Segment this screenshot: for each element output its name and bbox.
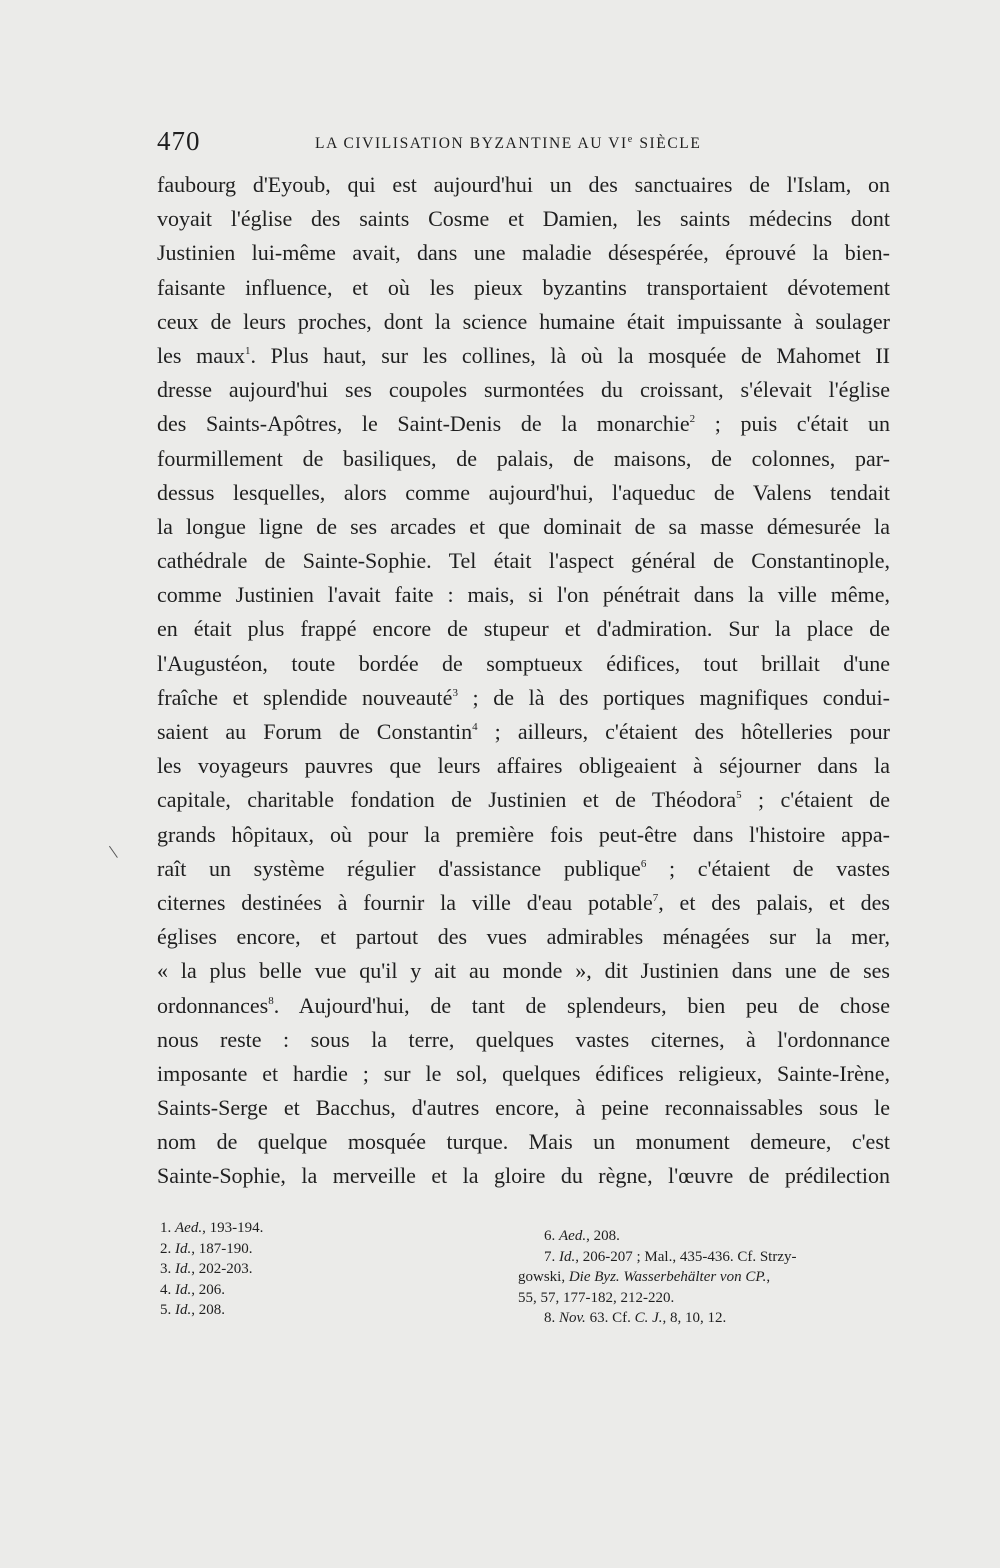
text-line: saient au Forum de Constantin$^4$ ; ailleurs, c'étaient des hôtelleries pour xyxy=(157,719,890,744)
text-line: imposante et hardie ; sur le sol, quelques édifices religieux, Sainte-Irène, xyxy=(157,1060,890,1086)
margin-mark xyxy=(109,840,126,858)
text-line: ceux de leurs proches, dont la science humaine était impuissante à soulager xyxy=(157,308,890,334)
body-text xyxy=(157,168,890,1194)
footnote-ref: 8 xyxy=(268,994,274,1007)
text-line: églises encore, et partout des vues admirables ménagées sur la mer, xyxy=(157,924,890,950)
text-line: fraîche et splendide nouveauté$^3$ ; de là des portiques magnifiques condui- xyxy=(157,684,890,710)
text-line: cathédrale de Sainte-Sophie. Tel était l'aspect général de Constantinople, xyxy=(157,548,890,574)
text-line: ordonnances$^8$. Aujourd'hui, de tant de splendeurs, bien peu de chose xyxy=(157,992,890,1018)
page-number: 470 xyxy=(157,126,201,156)
page-header xyxy=(157,126,890,162)
footnote: 5. Id., 208. xyxy=(160,1302,225,1318)
footnote: 4. Id., 206. xyxy=(160,1281,225,1298)
text-line: dresse aujourd'hui ses coupoles surmontées du croissant, s'élevait l'église xyxy=(157,377,890,403)
text-line: les voyageurs pauvres que leurs affaires obligeaient à séjourner dans la xyxy=(157,753,890,779)
text-line: faubourg d'Eyoub, qui est aujourd'hui un des sanctuaires de l'Islam, on xyxy=(157,172,890,197)
text-line: l'Augustéon, toute bordée de somptueux édifices, tout brillait d'une xyxy=(157,650,890,676)
text-line: Sainte-Sophie, la merveille et la gloire du règne, l'œuvre de prédilection xyxy=(157,1163,890,1189)
text-line: dessus lesquelles, alors comme aujourd'hui, l'aqueduc de Valens tendait xyxy=(157,479,890,505)
text-line: fourmillement de basiliques, de palais, de maisons, de colonnes, par- xyxy=(157,445,890,471)
text-line: les maux$^1$. Plus haut, sur les collines, là où la mosquée de Mahomet II xyxy=(157,342,890,368)
text-line: capitale, charitable fondation de Justinien et de Théodora$^5$ ; c'étaient de xyxy=(157,787,890,813)
footnote: 7. Id., 206-207 ; Mal., 435-436. Cf. Strzy- xyxy=(544,1248,797,1265)
text-line: des Saints-Apôtres, le Saint-Denis de la monarchie$^2$ ; puis c'était un xyxy=(157,411,890,437)
text-line: citernes destinées à fournir la ville d'eau potable$^7$, et des palais, et des xyxy=(157,889,890,915)
footnote-ref: 6 xyxy=(640,857,647,870)
running-title: LA CIVILISATION BYZANTINE AU VIe SIÈCLE xyxy=(315,134,702,153)
footnote: 6. Aed., 208. xyxy=(544,1228,620,1244)
footnote-ref: 5 xyxy=(736,789,742,802)
footnote-ref: 1 xyxy=(244,344,251,357)
text-line: Saints-Serge et Bacchus, d'autres encore, à peine reconnaissables sous le xyxy=(157,1095,890,1121)
text-line: grands hôpitaux, où pour la première fois peut-être dans l'histoire appa- xyxy=(157,821,890,847)
text-line: comme Justinien l'avait faite : mais, si l'on pénétrait dans la ville même, xyxy=(157,582,890,608)
footnote: 1. Aed., 193-194. xyxy=(160,1220,264,1236)
footnote-ref: 7 xyxy=(652,891,659,904)
text-line: la longue ligne de ses arcades et que dominait de sa masse démesurée la xyxy=(157,513,890,539)
footnotes xyxy=(160,1218,890,1348)
footnote: gowski, Die Byz. Wasserbehälter von CP., xyxy=(518,1269,771,1285)
text-line: nous reste : sous la terre, quelques vastes citernes, à l'ordonnance xyxy=(157,1026,890,1052)
footnotes-left-column xyxy=(160,1218,460,1321)
text-line: Justinien lui-même avait, dans une maladie désespérée, éprouvé la bien- xyxy=(157,240,890,266)
text-line: nom de quelque mosquée turque. Mais un monument demeure, c'est xyxy=(157,1129,890,1155)
footnote-ref: 2 xyxy=(689,413,696,426)
footnote: 55, 57, 177-182, 212-220. xyxy=(518,1289,675,1306)
text-line: raît un système régulier d'assistance publique$^6$ ; c'étaient de vastes xyxy=(157,855,890,881)
text-line: faisante influence, et où les pieux byzantins transportaient dévotement xyxy=(157,274,890,300)
footnote-ref: 4 xyxy=(472,721,478,733)
text-line: en était plus frappé encore de stupeur et d'admiration. Sur la place de xyxy=(157,616,890,642)
footnote: 2. Id., 187-190. xyxy=(160,1240,253,1257)
footnotes-right-column xyxy=(518,1226,890,1329)
text-line: « la plus belle vue qu'il y ait au monde », dit Justinien dans une de ses xyxy=(157,958,890,984)
footnote: 3. Id., 202-203. xyxy=(160,1261,253,1277)
text-line: voyait l'église des saints Cosme et Damien, les saints médecins dont xyxy=(157,206,890,232)
footnote-ref: 3 xyxy=(452,686,458,699)
footnote: 8. Nov. 63. Cf. C. J., 8, 10, 12. xyxy=(544,1310,727,1326)
